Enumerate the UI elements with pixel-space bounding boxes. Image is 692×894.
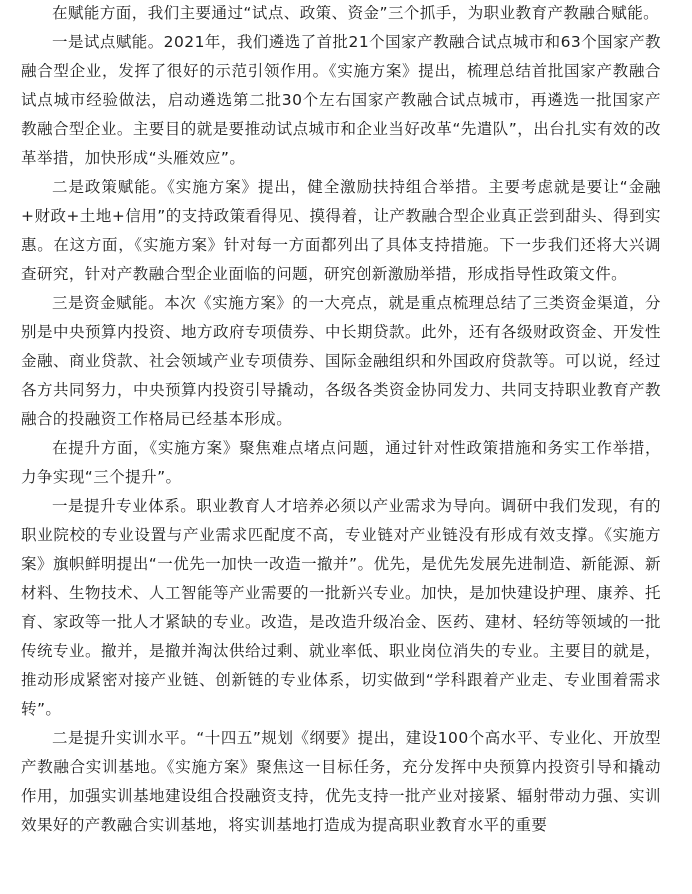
paragraph-policy-empowerment: 二是政策赋能。《实施方案》提出，健全激励扶持组合举措。主要考虑就是要让“金融+财政+土地+信用”的支持政策看得见、摸得着，让产教融合型企业真正尝到甜头、得到实惠。在这方面，《实施方案》针对每一方面都列出了具体支持措施。下一步我们还将大兴调查研究，针对产教融合型企业面临的问题，研究创新激励举措，形成指导性政策文件。 — [21, 178, 661, 283]
paragraph-empowerment-intro: 在赋能方面，我们主要通过“试点、政策、资金”三个抓手，为职业教育产教融合赋能。 — [52, 4, 660, 22]
paragraph-training-level: 二是提升实训水平。“十四五”规划《纲要》提出，建设100个高水平、专业化、开放型产教融合实训基地。《实施方案》聚焦这一目标任务，充分发挥中央预算内投资引导和撬动作用，加强实训基地建设组合投融资支持，优先支持一批产业对接紧、辐射带动力强、实训效果好的产教融合实训基地，将实训基地打造成为提高职业教育水平的重要 — [21, 729, 661, 834]
article-body — [21, 0, 661, 840]
paragraph-pilot-empowerment: 一是试点赋能。2021年，我们遴选了首批21个国家产教融合试点城市和63个国家产教融合型企业，发挥了很好的示范引领作用。《实施方案》提出，梳理总结首批国家产教融合试点城市经验做法，启动遴选第二批30个左右国家产教融合试点城市，再遴选一批国家产教融合型企业。主要目的就是要推动试点城市和企业当好改革“先遣队”，出台扎实有效的改革举措，加快形成“头雁效应”。 — [21, 33, 661, 167]
paragraph-improvement-intro: 在提升方面，《实施方案》聚焦难点堵点问题，通过针对性政策措施和务实工作举措，力争实现“三个提升”。 — [21, 439, 661, 486]
paragraph-funding-empowerment: 三是资金赋能。本次《实施方案》的一大亮点，就是重点梳理总结了三类资金渠道，分别是中央预算内投资、地方政府专项债券、中长期贷款。此外，还有各级财政资金、开发性金融、商业贷款、社会领域产业专项债券、国际金融组织和外国政府贷款等。可以说，经过各方共同努力，中央预算内投资引导撬动，各级各类资金协同发力、共同支持职业教育产教融合的投融资工作格局已经基本形成。 — [21, 294, 661, 428]
paragraph-specialty-system: 一是提升专业体系。职业教育人才培养必须以产业需求为导向。调研中我们发现，有的职业院校的专业设置与产业需求匹配度不高，专业链对产业链没有形成有效支撑。《实施方案》旗帜鲜明提出“一优先一加快一改造一撤并”。优先，是优先发展先进制造、新能源、新材料、生物技术、人工智能等产业需要的一批新兴专业。加快，是加快建设护理、康养、托育、家政等一批人才紧缺的专业。改造，是改造升级冶金、医药、建材、轻纺等领域的一批传统专业。撤并，是撤并淘汰供给过剩、就业率低、职业岗位消失的专业。主要目的就是，推动形成紧密对接产业链、创新链的专业体系，切实做到“学科跟着产业走、专业围着需求转”。 — [21, 497, 661, 718]
